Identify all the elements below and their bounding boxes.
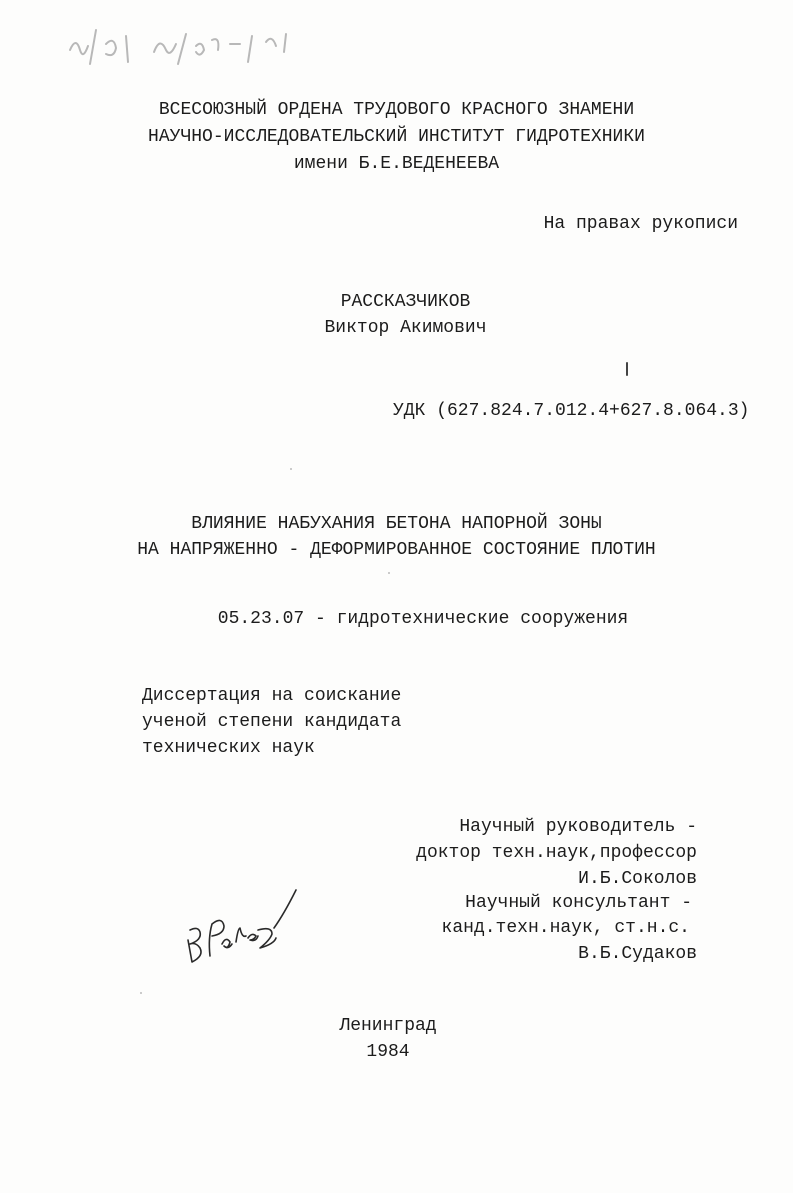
advisor-role: Научный руководитель - <box>459 817 697 837</box>
manuscript-note: На правах рукописи <box>543 214 738 234</box>
institute-line-3: имени Б.Е.ВЕДЕНЕЕВА <box>293 154 500 174</box>
dissertation-title-line-1: ВЛИЯНИЕ НАБУХАНИЯ БЕТОНА НАПОРНОЙ ЗОНЫ <box>191 514 602 534</box>
pen-mark <box>626 362 628 376</box>
faint-archive-stamp <box>62 22 312 72</box>
dissertation-degree-line-1: Диссертация на соискание <box>142 686 402 706</box>
institute-line-2: НАУЧНО-ИССЛЕДОВАТЕЛЬСКИЙ ИНСТИТУТ ГИДРОТЕХНИКИ <box>148 127 645 147</box>
author-surname: РАССКАЗЧИКОВ <box>340 292 471 312</box>
handwritten-signature <box>178 882 308 972</box>
consultant-degree: канд.техн.наук, ст.н.с. <box>441 918 690 938</box>
dissertation-degree-line-3: технических наук <box>142 738 315 758</box>
consultant-name: В.Б.Судаков <box>578 944 697 964</box>
specialty-code: 05.23.07 - гидротехнические сооружения <box>217 609 629 629</box>
advisor-degree: доктор техн.наук,профессор <box>416 843 697 863</box>
paper-speck <box>388 572 390 574</box>
dissertation-degree-line-2: ученой степени кандидата <box>142 712 402 732</box>
advisor-name: И.Б.Соколов <box>578 869 697 889</box>
dissertation-title-line-2: НА НАПРЯЖЕННО - ДЕФОРМИРОВАННОЕ СОСТОЯНИЕ ПЛОТИН <box>137 540 656 560</box>
author-name: Виктор Акимович <box>324 318 487 338</box>
city: Ленинград <box>339 1016 437 1036</box>
consultant-role: Научный консультант - <box>465 893 692 913</box>
paper-speck <box>290 468 292 470</box>
year: 1984 <box>366 1042 410 1062</box>
institute-line-1: ВСЕСОЮЗНЫЙ ОРДЕНА ТРУДОВОГО КРАСНОГО ЗНАМЕНИ <box>158 100 635 120</box>
paper-speck <box>140 992 142 994</box>
udk-code: УДК (627.824.7.012.4+627.8.064.3) <box>393 401 750 421</box>
